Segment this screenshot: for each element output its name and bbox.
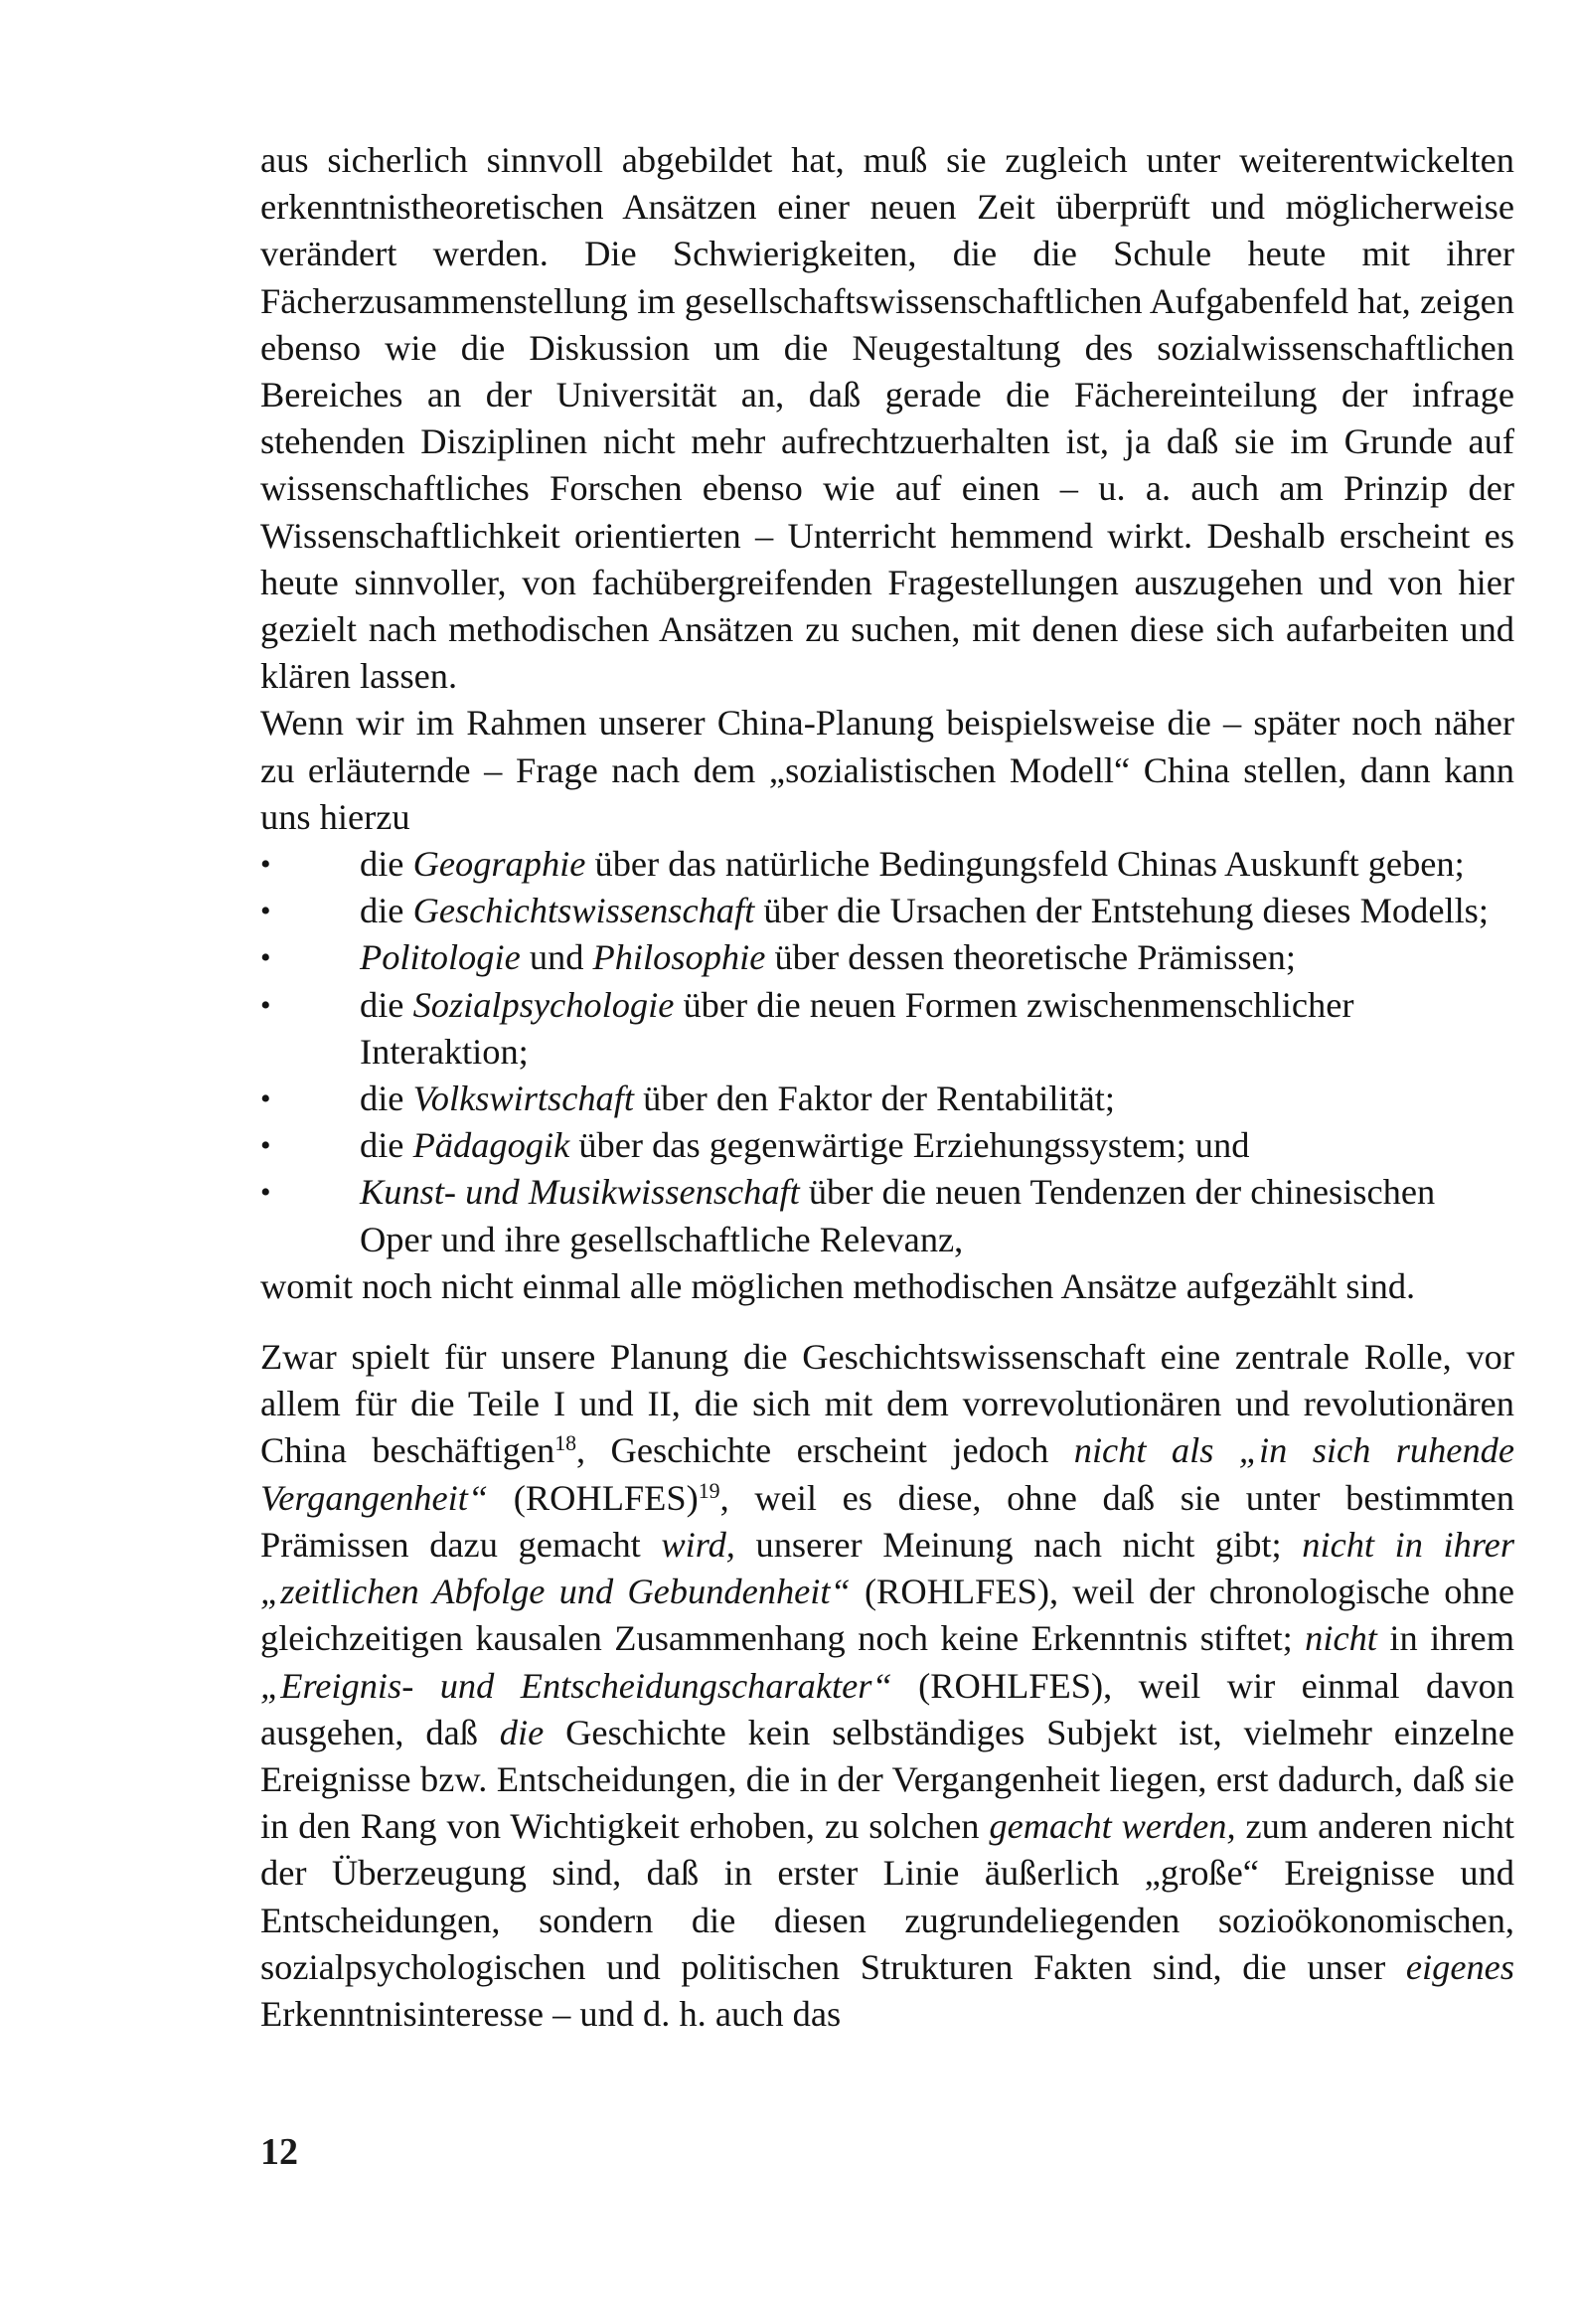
paragraph-1 <box>260 137 1514 700</box>
emphasis: nicht in ihrer „zeitlichen Abfolge und Gebundenheit“ <box>260 1524 1514 1612</box>
discipline-name: Geschichtswissenschaft <box>412 891 755 931</box>
emphasis: nicht <box>1305 1618 1377 1659</box>
list-item: • die Volkswirtschaft über den Faktor der Rentabilität; <box>260 1076 1514 1122</box>
discipline-name: Geographie <box>412 844 586 885</box>
page-number: 12 <box>260 2131 298 2173</box>
emphasis: die <box>499 1712 545 1752</box>
footnote-ref-19: 19 <box>698 1478 720 1503</box>
paragraph-2-text: Wenn wir im Rahmen unserer China-Planung beispielsweise die – später noch näher zu erläuternde – Frage nach dem „sozialistischen Modell“ China stellen, dann kann uns hierzu <box>260 703 1514 837</box>
paragraph-3-text: womit noch nicht einmal alle möglichen methodischen Ansätze aufgezählt sind. <box>260 1265 1416 1306</box>
body-text <box>260 137 1514 2038</box>
emphasis: nicht als „in sich ruhende Vergangenheit“ <box>260 1430 1514 1518</box>
discipline-name: Kunst- und Musikwissenschaft <box>360 1172 800 1213</box>
footnote-ref-18: 18 <box>554 1431 577 1456</box>
bullet-icon: • <box>260 988 271 1022</box>
list-item: • Kunst- und Musikwissenschaft über die neuen Tendenzen der chinesischen Oper und ihre gesellschaftliche Relevanz, <box>260 1169 1514 1262</box>
discipline-name: Sozialpsychologie <box>412 984 675 1025</box>
paragraph-3 <box>260 1263 1514 1310</box>
list-item: • die Sozialpsychologie über die neuen Formen zwischenmenschlicher Interaktion; <box>260 982 1514 1076</box>
emphasis: wird, <box>661 1524 735 1565</box>
discipline-name: Volkswirtschaft <box>412 1079 634 1119</box>
list-item: • Politologie und Philosophie über dessen theoretische Prämissen; <box>260 934 1514 981</box>
paragraph-4: Zwar spielt für unsere Planung die Geschichtswissenschaft eine zentrale Rolle, vor allem für die Teile I und II, die sich mit dem vorrevolutionären und revolutionären China beschäftigen$^{18}$, Geschichte erscheint jedoch nicht als „in sich ruhende Vergangenheit“ (ROHLFES)$^{19}$, weil es diese, ohne daß sie unter bestimmten Prämissen dazu gemacht wird, unserer Meinung nach nicht gibt; nicht in ihrer „zeitlichen Abfolge und Gebundenheit“ (ROHLFES), weil der chronologische ohne gleichzeitigen kausalen Zusammenhang noch keine Erkenntnis stiftet; nicht in ihrem „Ereignis- und Entscheidungscharakter“ (ROHLFES), weil wir einmal davon ausgehen, daß die Geschichte kein selbständiges Subjekt ist, vielmehr einzelne Ereignisse bzw. Entscheidungen, die in der Vergangenheit liegen, erst dadurch, daß sie in den Rang von Wichtigkeit erhoben, zu solchen gemacht werden, zum anderen nicht der Überzeugung sind, daß in erster Linie äußerlich „große“ Ereignisse und Entscheidungen, sondern die diesen zugrundeliegenden sozioökonomischen, sozialpsychologischen und politischen Strukturen Fakten sind, die unser eigenes Erkenntnisinteresse – und d. h. auch das <box>260 1337 1515 2034</box>
emphasis: gemacht werden, <box>989 1806 1236 1847</box>
emphasis: „Ereignis- und Entscheidungscharakter“ <box>260 1665 892 1706</box>
bullet-icon: • <box>260 895 271 928</box>
list-item: • die Pädagogik über das gegenwärtige Erziehungssystem; und <box>260 1122 1514 1169</box>
bullet-icon: • <box>260 1082 271 1116</box>
paragraph-1-text: aus sicherlich sinnvoll abgebildet hat, muß sie zugleich unter weiterentwickelten erkenntnistheoretischen Ansätzen einer neuen Zeit überprüft und möglicherweise verändert werden. Die Schwierigkeiten, die die Schule heute mit ihrer Fächerzusammenstellung im gesellschaftswissenschaftlichen Aufgabenfeld hat, zeigen ebenso wie die Diskussion um die Neugestaltung des sozialwissenschaftlichen Bereiches an der Universität an, daß gerade die Fächereinteilung der infrage stehenden Disziplinen nicht mehr aufrechtzuerhalten ist, ja daß sie im Grunde auf wissenschaftliches Forschen ebenso wie auf einen – u. a. auch am Prinzip der Wissenschaftlichkeit orientierten – Unterricht hemmend wirkt. Deshalb erscheint es heute sinnvoller, von fachübergreifenden Fragestellungen auszugehen und von hier gezielt nach methodischen Ansätzen zu suchen, mit denen diese sich aufarbeiten und klären lassen. <box>260 140 1514 697</box>
bullet-icon: • <box>260 1129 271 1163</box>
discipline-list <box>260 841 1514 1263</box>
emphasis: eigenes <box>1405 1946 1514 1987</box>
paragraph-2 <box>260 700 1514 841</box>
list-item: • die Geographie über das natürliche Bedingungsfeld Chinas Auskunft geben; <box>260 841 1514 888</box>
discipline-name: Pädagogik <box>412 1125 570 1166</box>
discipline-name: Philosophie <box>592 937 766 978</box>
discipline-name: Politologie <box>360 937 521 978</box>
bullet-icon: • <box>260 941 271 975</box>
list-item: • die Geschichtswissenschaft über die Ursachen der Entstehung dieses Modells; <box>260 888 1514 934</box>
bullet-icon: • <box>260 848 271 882</box>
bullet-icon: • <box>260 1176 271 1210</box>
